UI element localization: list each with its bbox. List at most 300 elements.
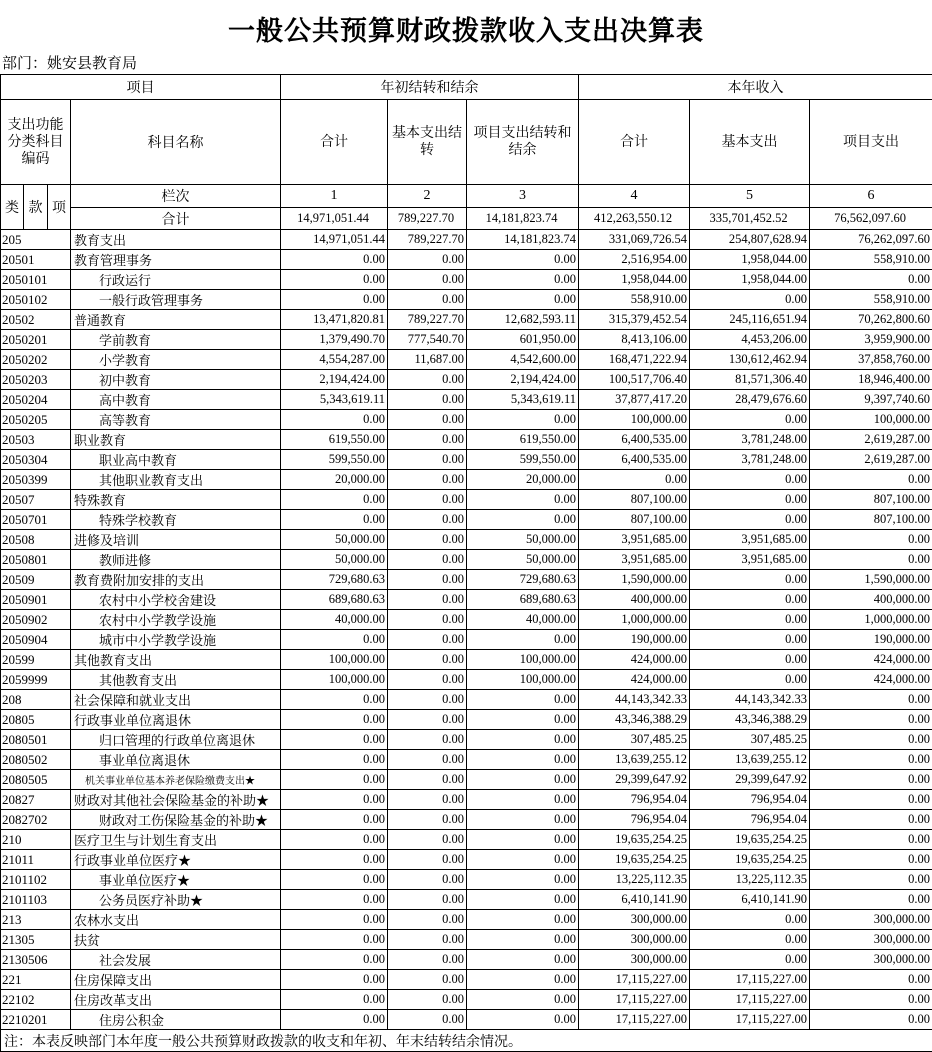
row-value: 0.00 — [810, 830, 932, 850]
row-value: 100,000.00 — [810, 410, 932, 430]
row-value: 789,227.70 — [388, 310, 467, 330]
row-value: 0.00 — [690, 590, 810, 610]
row-name: 公务员医疗补助★ — [71, 890, 281, 910]
row-value: 0.00 — [467, 710, 579, 730]
row-value: 50,000.00 — [281, 530, 388, 550]
footnote-text: 注：本表反映部门本年度一般公共预算财政拨款的收支和年初、年末结转结余情况。 — [1, 1030, 932, 1052]
row-value: 0.00 — [388, 770, 467, 790]
row-value: 76,262,097.60 — [810, 230, 932, 250]
row-value: 50,000.00 — [467, 550, 579, 570]
row-value: 300,000.00 — [810, 950, 932, 970]
lei-header: 类 — [1, 185, 24, 230]
row-code: 2050904 — [1, 630, 71, 650]
row-value: 0.00 — [388, 970, 467, 990]
table-row — [1, 530, 932, 550]
row-value: 0.00 — [690, 490, 810, 510]
row-value: 0.00 — [281, 770, 388, 790]
row-name: 社会保障和就业支出 — [71, 690, 281, 710]
row-value: 0.00 — [281, 410, 388, 430]
row-value: 0.00 — [690, 630, 810, 650]
row-value: 0.00 — [810, 890, 932, 910]
row-code: 2050304 — [1, 450, 71, 470]
table-row — [1, 970, 932, 990]
row-value: 0.00 — [388, 850, 467, 870]
table-row — [1, 330, 932, 350]
row-value: 0.00 — [388, 630, 467, 650]
table-row — [1, 850, 932, 870]
row-value: 0.00 — [281, 870, 388, 890]
row-code: 20502 — [1, 310, 71, 330]
table-row — [1, 470, 932, 490]
row-value: 37,877,417.20 — [579, 390, 690, 410]
row-name: 高等教育 — [71, 410, 281, 430]
row-value: 0.00 — [690, 910, 810, 930]
group-project-header: 项目 — [1, 75, 281, 100]
row-value: 100,000.00 — [579, 410, 690, 430]
row-value: 37,858,760.00 — [810, 350, 932, 370]
row-value: 0.00 — [467, 930, 579, 950]
row-value: 2,516,954.00 — [579, 250, 690, 270]
row-name: 行政事业单位离退休 — [71, 710, 281, 730]
row-value: 1,958,044.00 — [579, 270, 690, 290]
row-value: 0.00 — [281, 850, 388, 870]
row-code: 20827 — [1, 790, 71, 810]
row-value: 558,910.00 — [810, 250, 932, 270]
table-row — [1, 890, 932, 910]
row-code: 208 — [1, 690, 71, 710]
row-value: 2,194,424.00 — [281, 370, 388, 390]
row-name: 扶贫 — [71, 930, 281, 950]
table-row — [1, 990, 932, 1010]
row-code: 2101102 — [1, 870, 71, 890]
row-value: 619,550.00 — [281, 430, 388, 450]
row-value: 0.00 — [690, 570, 810, 590]
row-value: 0.00 — [388, 590, 467, 610]
row-value: 13,471,820.81 — [281, 310, 388, 330]
row-value: 0.00 — [810, 270, 932, 290]
column-number: 2 — [388, 185, 467, 208]
row-value: 13,639,255.12 — [579, 750, 690, 770]
row-value: 19,635,254.25 — [690, 850, 810, 870]
table-row — [1, 730, 932, 750]
row-value: 558,910.00 — [810, 290, 932, 310]
table-row — [1, 1010, 932, 1030]
row-value: 558,910.00 — [579, 290, 690, 310]
table-row — [1, 450, 932, 470]
row-value: 50,000.00 — [281, 550, 388, 570]
row-value: 0.00 — [281, 1010, 388, 1030]
grand-total-row — [1, 208, 932, 230]
row-code: 20501 — [1, 250, 71, 270]
row-code: 210 — [1, 830, 71, 850]
table-row — [1, 510, 932, 530]
row-value: 300,000.00 — [579, 950, 690, 970]
row-code: 20507 — [1, 490, 71, 510]
footnote-row — [1, 1030, 932, 1052]
row-value: 40,000.00 — [281, 610, 388, 630]
table-footer — [1, 1030, 932, 1052]
row-value: 44,143,342.33 — [690, 690, 810, 710]
row-value: 17,115,227.00 — [690, 1010, 810, 1030]
row-value: 3,781,248.00 — [690, 450, 810, 470]
row-value: 807,100.00 — [579, 490, 690, 510]
row-name: 教育费附加安排的支出 — [71, 570, 281, 590]
row-name: 住房公积金 — [71, 1010, 281, 1030]
table-row — [1, 650, 932, 670]
row-value: 0.00 — [281, 290, 388, 310]
project-expense-header: 项目支出 — [810, 100, 932, 185]
row-code: 20509 — [1, 570, 71, 590]
row-value: 0.00 — [281, 510, 388, 530]
row-value: 6,410,141.90 — [690, 890, 810, 910]
table-row — [1, 670, 932, 690]
row-value: 0.00 — [388, 550, 467, 570]
row-value: 0.00 — [388, 950, 467, 970]
row-value: 0.00 — [281, 730, 388, 750]
row-value: 0.00 — [690, 930, 810, 950]
row-code: 2050201 — [1, 330, 71, 350]
row-value: 0.00 — [467, 1010, 579, 1030]
row-code: 22102 — [1, 990, 71, 1010]
row-value: 0.00 — [810, 870, 932, 890]
row-value: 331,069,726.54 — [579, 230, 690, 250]
row-value: 100,517,706.40 — [579, 370, 690, 390]
row-value: 0.00 — [467, 950, 579, 970]
row-name: 财政对工伤保险基金的补助★ — [71, 810, 281, 830]
row-value: 0.00 — [467, 270, 579, 290]
row-value: 3,951,685.00 — [690, 550, 810, 570]
row-value: 9,397,740.60 — [810, 390, 932, 410]
row-name: 进修及培训 — [71, 530, 281, 550]
row-value: 0.00 — [467, 510, 579, 530]
row-value: 0.00 — [810, 790, 932, 810]
row-value: 0.00 — [810, 710, 932, 730]
row-name: 特殊学校教育 — [71, 510, 281, 530]
group-carryover-header: 年初结转和结余 — [281, 75, 579, 100]
row-name: 事业单位离退休 — [71, 750, 281, 770]
row-value: 4,554,287.00 — [281, 350, 388, 370]
row-value: 0.00 — [690, 670, 810, 690]
row-name: 高中教育 — [71, 390, 281, 410]
row-value: 424,000.00 — [579, 670, 690, 690]
row-value: 0.00 — [281, 910, 388, 930]
row-value: 0.00 — [690, 410, 810, 430]
row-value: 0.00 — [467, 850, 579, 870]
row-name: 学前教育 — [71, 330, 281, 350]
row-value: 0.00 — [281, 750, 388, 770]
row-value: 3,951,685.00 — [690, 530, 810, 550]
row-value: 0.00 — [810, 690, 932, 710]
row-value: 796,954.04 — [690, 810, 810, 830]
budget-table — [0, 74, 932, 1052]
row-code: 221 — [1, 970, 71, 990]
row-value: 12,682,593.11 — [467, 310, 579, 330]
row-value: 0.00 — [810, 850, 932, 870]
column-number: 6 — [810, 185, 932, 208]
column-index-row — [1, 185, 932, 208]
row-value: 1,958,044.00 — [690, 250, 810, 270]
row-code: 2101103 — [1, 890, 71, 910]
grand-total-value: 14,971,051.44 — [281, 208, 388, 230]
row-value: 1,958,044.00 — [690, 270, 810, 290]
row-value: 29,399,647.92 — [690, 770, 810, 790]
row-value: 0.00 — [388, 690, 467, 710]
table-row — [1, 710, 932, 730]
row-value: 0.00 — [281, 830, 388, 850]
grand-total-value: 789,227.70 — [388, 208, 467, 230]
row-value: 17,115,227.00 — [579, 1010, 690, 1030]
row-value: 29,399,647.92 — [579, 770, 690, 790]
row-value: 0.00 — [281, 630, 388, 650]
row-value: 2,619,287.00 — [810, 430, 932, 450]
table-row — [1, 430, 932, 450]
row-value: 796,954.04 — [579, 790, 690, 810]
row-name: 事业单位医疗★ — [71, 870, 281, 890]
row-name: 机关事业单位基本养老保险缴费支出★ — [71, 770, 281, 790]
row-value: 0.00 — [388, 670, 467, 690]
table-row — [1, 250, 932, 270]
row-code: 2059999 — [1, 670, 71, 690]
row-name: 其他教育支出 — [71, 670, 281, 690]
row-value: 0.00 — [388, 930, 467, 950]
row-value: 0.00 — [388, 890, 467, 910]
row-value: 14,181,823.74 — [467, 230, 579, 250]
row-value: 13,639,255.12 — [690, 750, 810, 770]
row-name: 一般行政管理事务 — [71, 290, 281, 310]
row-code: 2050102 — [1, 290, 71, 310]
row-value: 100,000.00 — [281, 670, 388, 690]
row-value: 424,000.00 — [810, 670, 932, 690]
row-code: 2050701 — [1, 510, 71, 530]
row-value: 0.00 — [810, 750, 932, 770]
table-row — [1, 290, 932, 310]
row-value: 400,000.00 — [810, 590, 932, 610]
row-value: 601,950.00 — [467, 330, 579, 350]
row-value: 3,959,900.00 — [810, 330, 932, 350]
row-value: 13,225,112.35 — [690, 870, 810, 890]
row-value: 807,100.00 — [579, 510, 690, 530]
row-value: 19,635,254.25 — [690, 830, 810, 850]
row-value: 4,453,206.00 — [690, 330, 810, 350]
row-value: 599,550.00 — [467, 450, 579, 470]
group-income-header: 本年收入 — [579, 75, 932, 100]
row-value: 599,550.00 — [281, 450, 388, 470]
row-code: 21305 — [1, 930, 71, 950]
row-value: 0.00 — [281, 490, 388, 510]
row-code: 2210201 — [1, 1010, 71, 1030]
row-value: 1,000,000.00 — [579, 610, 690, 630]
department-line: 部门：姚安县教育局 — [2, 56, 138, 72]
row-code: 2050902 — [1, 610, 71, 630]
row-value: 729,680.63 — [467, 570, 579, 590]
row-value: 190,000.00 — [810, 630, 932, 650]
row-value: 28,479,676.60 — [690, 390, 810, 410]
row-value: 0.00 — [810, 470, 932, 490]
row-value: 0.00 — [281, 930, 388, 950]
row-value: 81,571,306.40 — [690, 370, 810, 390]
row-value: 0.00 — [579, 470, 690, 490]
row-value: 17,115,227.00 — [690, 970, 810, 990]
table-row — [1, 410, 932, 430]
row-name: 住房保障支出 — [71, 970, 281, 990]
row-value: 20,000.00 — [281, 470, 388, 490]
row-value: 0.00 — [281, 270, 388, 290]
row-value: 0.00 — [388, 730, 467, 750]
row-value: 0.00 — [388, 710, 467, 730]
row-value: 807,100.00 — [810, 510, 932, 530]
row-value: 0.00 — [690, 610, 810, 630]
row-name: 教育支出 — [71, 230, 281, 250]
row-value: 3,951,685.00 — [579, 530, 690, 550]
row-code: 2050399 — [1, 470, 71, 490]
row-value: 0.00 — [281, 710, 388, 730]
row-value: 19,635,254.25 — [579, 850, 690, 870]
row-value: 0.00 — [388, 390, 467, 410]
row-code: 213 — [1, 910, 71, 930]
row-name: 财政对其他社会保险基金的补助★ — [71, 790, 281, 810]
kuan-header: 款 — [24, 185, 48, 230]
row-value: 619,550.00 — [467, 430, 579, 450]
row-value: 17,115,227.00 — [690, 990, 810, 1010]
row-code: 2050205 — [1, 410, 71, 430]
row-value: 0.00 — [467, 490, 579, 510]
row-name: 其他教育支出 — [71, 650, 281, 670]
table-row — [1, 810, 932, 830]
table-row — [1, 610, 932, 630]
row-value: 807,100.00 — [810, 490, 932, 510]
row-value: 19,635,254.25 — [579, 830, 690, 850]
row-value: 315,379,452.54 — [579, 310, 690, 330]
project-carryover-header: 项目支出结转和结余 — [467, 100, 579, 185]
row-value: 100,000.00 — [281, 650, 388, 670]
row-value: 0.00 — [810, 990, 932, 1010]
row-value: 0.00 — [810, 770, 932, 790]
row-value: 0.00 — [388, 750, 467, 770]
row-name: 行政运行 — [71, 270, 281, 290]
row-value: 0.00 — [810, 550, 932, 570]
row-value: 0.00 — [281, 690, 388, 710]
lanci-label: 栏次 — [71, 185, 281, 208]
row-value: 0.00 — [467, 290, 579, 310]
row-value: 0.00 — [467, 790, 579, 810]
table-row — [1, 230, 932, 250]
header-group-row — [1, 75, 932, 100]
row-code: 2050101 — [1, 270, 71, 290]
row-value: 0.00 — [388, 830, 467, 850]
row-value: 245,116,651.94 — [690, 310, 810, 330]
row-value: 1,590,000.00 — [810, 570, 932, 590]
row-value: 5,343,619.11 — [467, 390, 579, 410]
row-value: 300,000.00 — [579, 910, 690, 930]
row-value: 3,951,685.00 — [579, 550, 690, 570]
row-value: 0.00 — [690, 470, 810, 490]
row-code: 2050901 — [1, 590, 71, 610]
column-number: 1 — [281, 185, 388, 208]
row-value: 11,687.00 — [388, 350, 467, 370]
row-value: 190,000.00 — [579, 630, 690, 650]
row-value: 3,781,248.00 — [690, 430, 810, 450]
table-row — [1, 790, 932, 810]
row-name: 特殊教育 — [71, 490, 281, 510]
row-value: 0.00 — [810, 970, 932, 990]
row-name: 归口管理的行政单位离退休 — [71, 730, 281, 750]
row-value: 796,954.04 — [690, 790, 810, 810]
row-code: 20805 — [1, 710, 71, 730]
row-value: 0.00 — [690, 950, 810, 970]
row-value: 0.00 — [388, 990, 467, 1010]
row-value: 0.00 — [467, 730, 579, 750]
row-value: 0.00 — [467, 250, 579, 270]
row-value: 50,000.00 — [467, 530, 579, 550]
row-value: 0.00 — [281, 970, 388, 990]
table-row — [1, 770, 932, 790]
table-row — [1, 950, 932, 970]
header-sub-row — [1, 100, 932, 185]
row-value: 2,619,287.00 — [810, 450, 932, 470]
row-code: 2080505 — [1, 770, 71, 790]
row-value: 0.00 — [467, 890, 579, 910]
row-value: 689,680.63 — [281, 590, 388, 610]
row-value: 8,413,106.00 — [579, 330, 690, 350]
row-value: 100,000.00 — [467, 670, 579, 690]
row-value: 0.00 — [388, 790, 467, 810]
row-name: 初中教育 — [71, 370, 281, 390]
row-name: 小学教育 — [71, 350, 281, 370]
row-value: 2,194,424.00 — [467, 370, 579, 390]
row-value: 0.00 — [467, 770, 579, 790]
row-value: 0.00 — [388, 490, 467, 510]
row-name: 城市中小学教学设施 — [71, 630, 281, 650]
row-value: 130,612,462.94 — [690, 350, 810, 370]
row-value: 0.00 — [467, 410, 579, 430]
table-body — [1, 230, 932, 1030]
row-value: 0.00 — [388, 290, 467, 310]
row-code: 2050202 — [1, 350, 71, 370]
basic-expense-header: 基本支出 — [690, 100, 810, 185]
row-value: 307,485.25 — [579, 730, 690, 750]
row-value: 0.00 — [810, 810, 932, 830]
table-row — [1, 570, 932, 590]
row-value: 5,343,619.11 — [281, 390, 388, 410]
row-value: 307,485.25 — [690, 730, 810, 750]
row-name: 农林水支出 — [71, 910, 281, 930]
row-value: 0.00 — [467, 910, 579, 930]
income-total-header: 合计 — [579, 100, 690, 185]
row-value: 400,000.00 — [579, 590, 690, 610]
row-name: 职业高中教育 — [71, 450, 281, 470]
row-name: 教育管理事务 — [71, 250, 281, 270]
row-name: 普通教育 — [71, 310, 281, 330]
row-value: 729,680.63 — [281, 570, 388, 590]
row-value: 0.00 — [810, 530, 932, 550]
row-code: 2080501 — [1, 730, 71, 750]
grand-total-value: 14,181,823.74 — [467, 208, 579, 230]
row-value: 0.00 — [388, 410, 467, 430]
name-column-header: 科目名称 — [71, 100, 281, 185]
row-value: 0.00 — [388, 910, 467, 930]
row-value: 17,115,227.00 — [579, 990, 690, 1010]
row-code: 2082702 — [1, 810, 71, 830]
row-value: 0.00 — [467, 830, 579, 850]
row-value: 0.00 — [690, 290, 810, 310]
row-value: 1,590,000.00 — [579, 570, 690, 590]
code-column-header: 支出功能分类科目编码 — [1, 100, 71, 185]
row-value: 13,225,112.35 — [579, 870, 690, 890]
column-number: 5 — [690, 185, 810, 208]
row-name: 医疗卫生与计划生育支出 — [71, 830, 281, 850]
row-value: 424,000.00 — [579, 650, 690, 670]
row-value: 0.00 — [810, 730, 932, 750]
